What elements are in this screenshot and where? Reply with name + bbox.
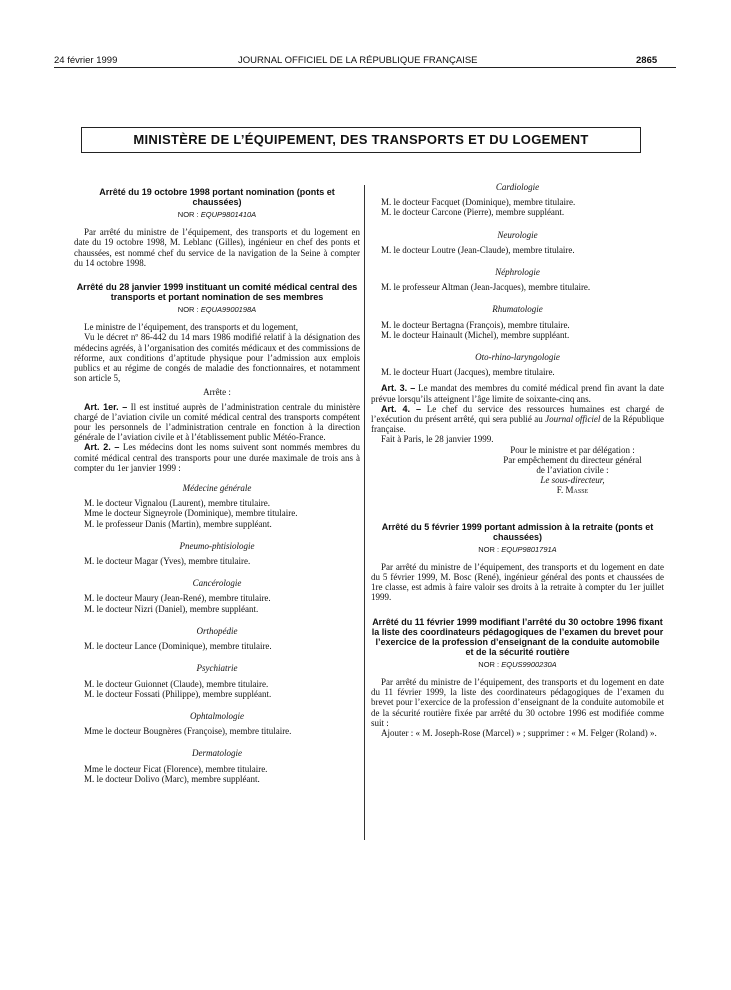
member-entry: M. le docteur Nizri (Daniel), membre suppléant. (84, 603, 259, 614)
signature-line-3: de l’aviation civile : (536, 465, 609, 476)
member-entry: M. le docteur Bertagna (François), membre titulaire. (381, 319, 570, 330)
specialty-heading: Cardiologie (495, 182, 540, 192)
arrete4-body: Par arrêté du ministre de l’équipement, des transports et du logement en date du 11 février 1999, la liste des coordinateurs pédagogiques de l’examen du brevet pour l’exercice de la profession d’enseignant de la conduite automobile et de la sécurité routière fixée par arrêté du 30 octobre 1996 est modifiée comme suit : (371, 676, 664, 728)
arrete2-fait: Fait à Paris, le 28 janvier 1999. (381, 434, 494, 445)
left-column (74, 187, 360, 784)
member-entry: M. le docteur Magar (Yves), membre titulaire. (84, 556, 251, 567)
arrete2-intro: Le ministre de l’équipement, des transports et du logement, (84, 322, 298, 333)
specialty-heading: Cancérologie (192, 578, 242, 589)
arrete4-body-2: Ajouter : « M. Joseph-Rose (Marcel) » ; supprimer : « M. Felger (Roland) ». (381, 727, 657, 738)
arrete4-nor: NOR : EQUS9900230A (478, 659, 557, 669)
specialty-heading: Médecine générale (182, 483, 252, 494)
member-entry: M. le docteur Guionnet (Claude), membre titulaire. (84, 678, 269, 689)
header-rule (54, 67, 676, 68)
arrete3-nor: NOR : EQUP9801791A (478, 544, 557, 554)
member-entry: M. le docteur Dolivo (Marc), membre suppléant. (84, 773, 260, 784)
arrete2-nor: NOR : EQUA9900198A (177, 305, 257, 315)
header-page-number: 2865 (636, 55, 658, 66)
arrete2-arrete-label: Arrête : (203, 387, 231, 398)
header-date: 24 février 1999 (54, 55, 118, 66)
arrete3-body: Par arrêté du ministre de l’équipement, des transports et du logement en date du 5 février 1999, M. Bosc (René), ingénieur général des ponts et chaussées de 1re classe, est admis à faire valoir ses droits à la retraite à compter du 1er juillet 1999. (371, 561, 664, 603)
arrete2-article-2: Art. 2. – Les médecins dont les noms suivent sont nommés membres du comité médical central des transports pour une durée maximale de trois ans à compter du 1er janvier 1999 : (74, 442, 361, 473)
specialty-heading: Ophtalmologie (190, 710, 244, 721)
member-entry: M. le docteur Loutre (Jean-Claude), membre titulaire. (381, 244, 575, 255)
specialty-list-left (74, 483, 360, 784)
member-entry: Mme le docteur Ficat (Florence), membre titulaire. (84, 763, 268, 774)
arrete2-visa: Vu le décret nº 86-442 du 14 mars 1986 modifié relatif à la désignation des médecins agréés, à l’organisation des comités médicaux et des commissions de réforme, aux conditions d’aptitude physique pour l’admission aux emplois publics et au régime de congés de maladie des fonctionnaires, et notamment son article 5, (74, 332, 360, 384)
signature-line-4: Le sous-directeur, (540, 475, 605, 486)
member-entry: Mme le docteur Bougnères (Françoise), membre titulaire. (84, 726, 292, 737)
right-column (371, 176, 664, 738)
specialty-heading: Dermatologie (192, 748, 242, 759)
signature-name: F. Masse (556, 485, 589, 496)
signature-line-2: Par empêchement du directeur général (503, 454, 642, 465)
signature-line-1: Pour le ministre et par délégation : (510, 444, 635, 455)
arrete2-article-1: Art. 1er. – Il est institué auprès de l’administration centrale du ministère chargé de l’aviation civile un comité médical central des transports compétent pour les personnels de l’administration centrale en fonction à la direction générale de l’aviation civile et à l’établissement public Météo-France. (74, 401, 361, 443)
ministry-banner: MINISTÈRE DE L’ÉQUIPEMENT, DES TRANSPORTS ET DU LOGEMENT (81, 127, 641, 153)
arrete2-article-3: Art. 3. – Le mandat des membres du comité médical prend fin avant la date prévue lorsqu’ils atteignent l’âge limite de soixante-cinq ans. (371, 383, 665, 404)
specialty-heading: Néphrologie (495, 267, 540, 278)
specialty-heading: Oto-rhino-laryngologie (475, 352, 560, 363)
member-entry: M. le professeur Danis (Martin), membre suppléant. (84, 518, 272, 529)
header-journal-title: JOURNAL OFFICIEL DE LA RÉPUBLIQUE FRANÇAISE (238, 55, 478, 66)
member-entry: Mme le docteur Signeyrole (Dominique), membre titulaire. (84, 508, 298, 519)
arrete2-article-4: Art. 4. – Le chef du service des ressources humaines est chargé de l’exécution du présent arrêté, qui sera publié au Journal officiel de la République française. (371, 403, 665, 435)
arrete1-body: Par arrêté du ministre de l’équipement, des transports et du logement en date du 19 octobre 1998, M. Leblanc (Gilles), ingénieur en chef des ponts et chaussées, est nommé chef du service de la navigation de la Seine à compter du 14 octobre 1998. (74, 227, 360, 268)
specialty-heading: Rhumatologie (492, 304, 543, 315)
specialty-list-right (371, 182, 664, 377)
column-separator (364, 185, 365, 840)
member-entry: M. le docteur Fossati (Philippe), membre suppléant. (84, 688, 272, 699)
member-entry: M. le docteur Huart (Jacques), membre titulaire. (381, 367, 555, 378)
member-entry: M. le docteur Vignalou (Laurent), membre titulaire. (84, 498, 270, 509)
specialty-heading: Psychiatrie (196, 663, 238, 674)
member-entry: M. le docteur Lance (Dominique), membre titulaire. (84, 641, 272, 652)
arrete1-nor: NOR : EQUP9801410A (177, 210, 257, 219)
member-entry: M. le docteur Carcone (Pierre), membre suppléant. (381, 207, 565, 218)
arrete4-title: Arrêté du 11 février 1999 modifiant l’arrêté du 30 octobre 1996 fixant la liste des coordinateurs pédagogiques de l’examen du brevet pour l’exercice de la profession d’enseignant de la conduite automobile et de la sécurité routière (371, 616, 664, 657)
member-entry: M. le docteur Facquet (Dominique), membre titulaire. (381, 197, 576, 208)
member-entry: M. le docteur Hainault (Michel), membre suppléant. (381, 329, 570, 340)
specialty-heading: Orthopédie (196, 625, 238, 636)
specialty-heading: Pneumo-phtisiologie (179, 540, 255, 551)
specialty-heading: Neurologie (497, 229, 538, 240)
arrete3-title: Arrêté du 5 février 1999 portant admission à la retraite (ponts et chaussées) (381, 521, 654, 542)
member-entry: M. le docteur Maury (Jean-René), membre titulaire. (84, 593, 271, 604)
arrete2-title: Arrêté du 28 janvier 1999 instituant un comité médical central des transports et portant nomination de ses membres (76, 282, 358, 303)
member-entry: M. le professeur Altman (Jean-Jacques), membre titulaire. (381, 282, 591, 293)
arrete1-title: Arrêté du 19 octobre 1998 portant nomination (ponts et chaussées) (99, 187, 335, 207)
